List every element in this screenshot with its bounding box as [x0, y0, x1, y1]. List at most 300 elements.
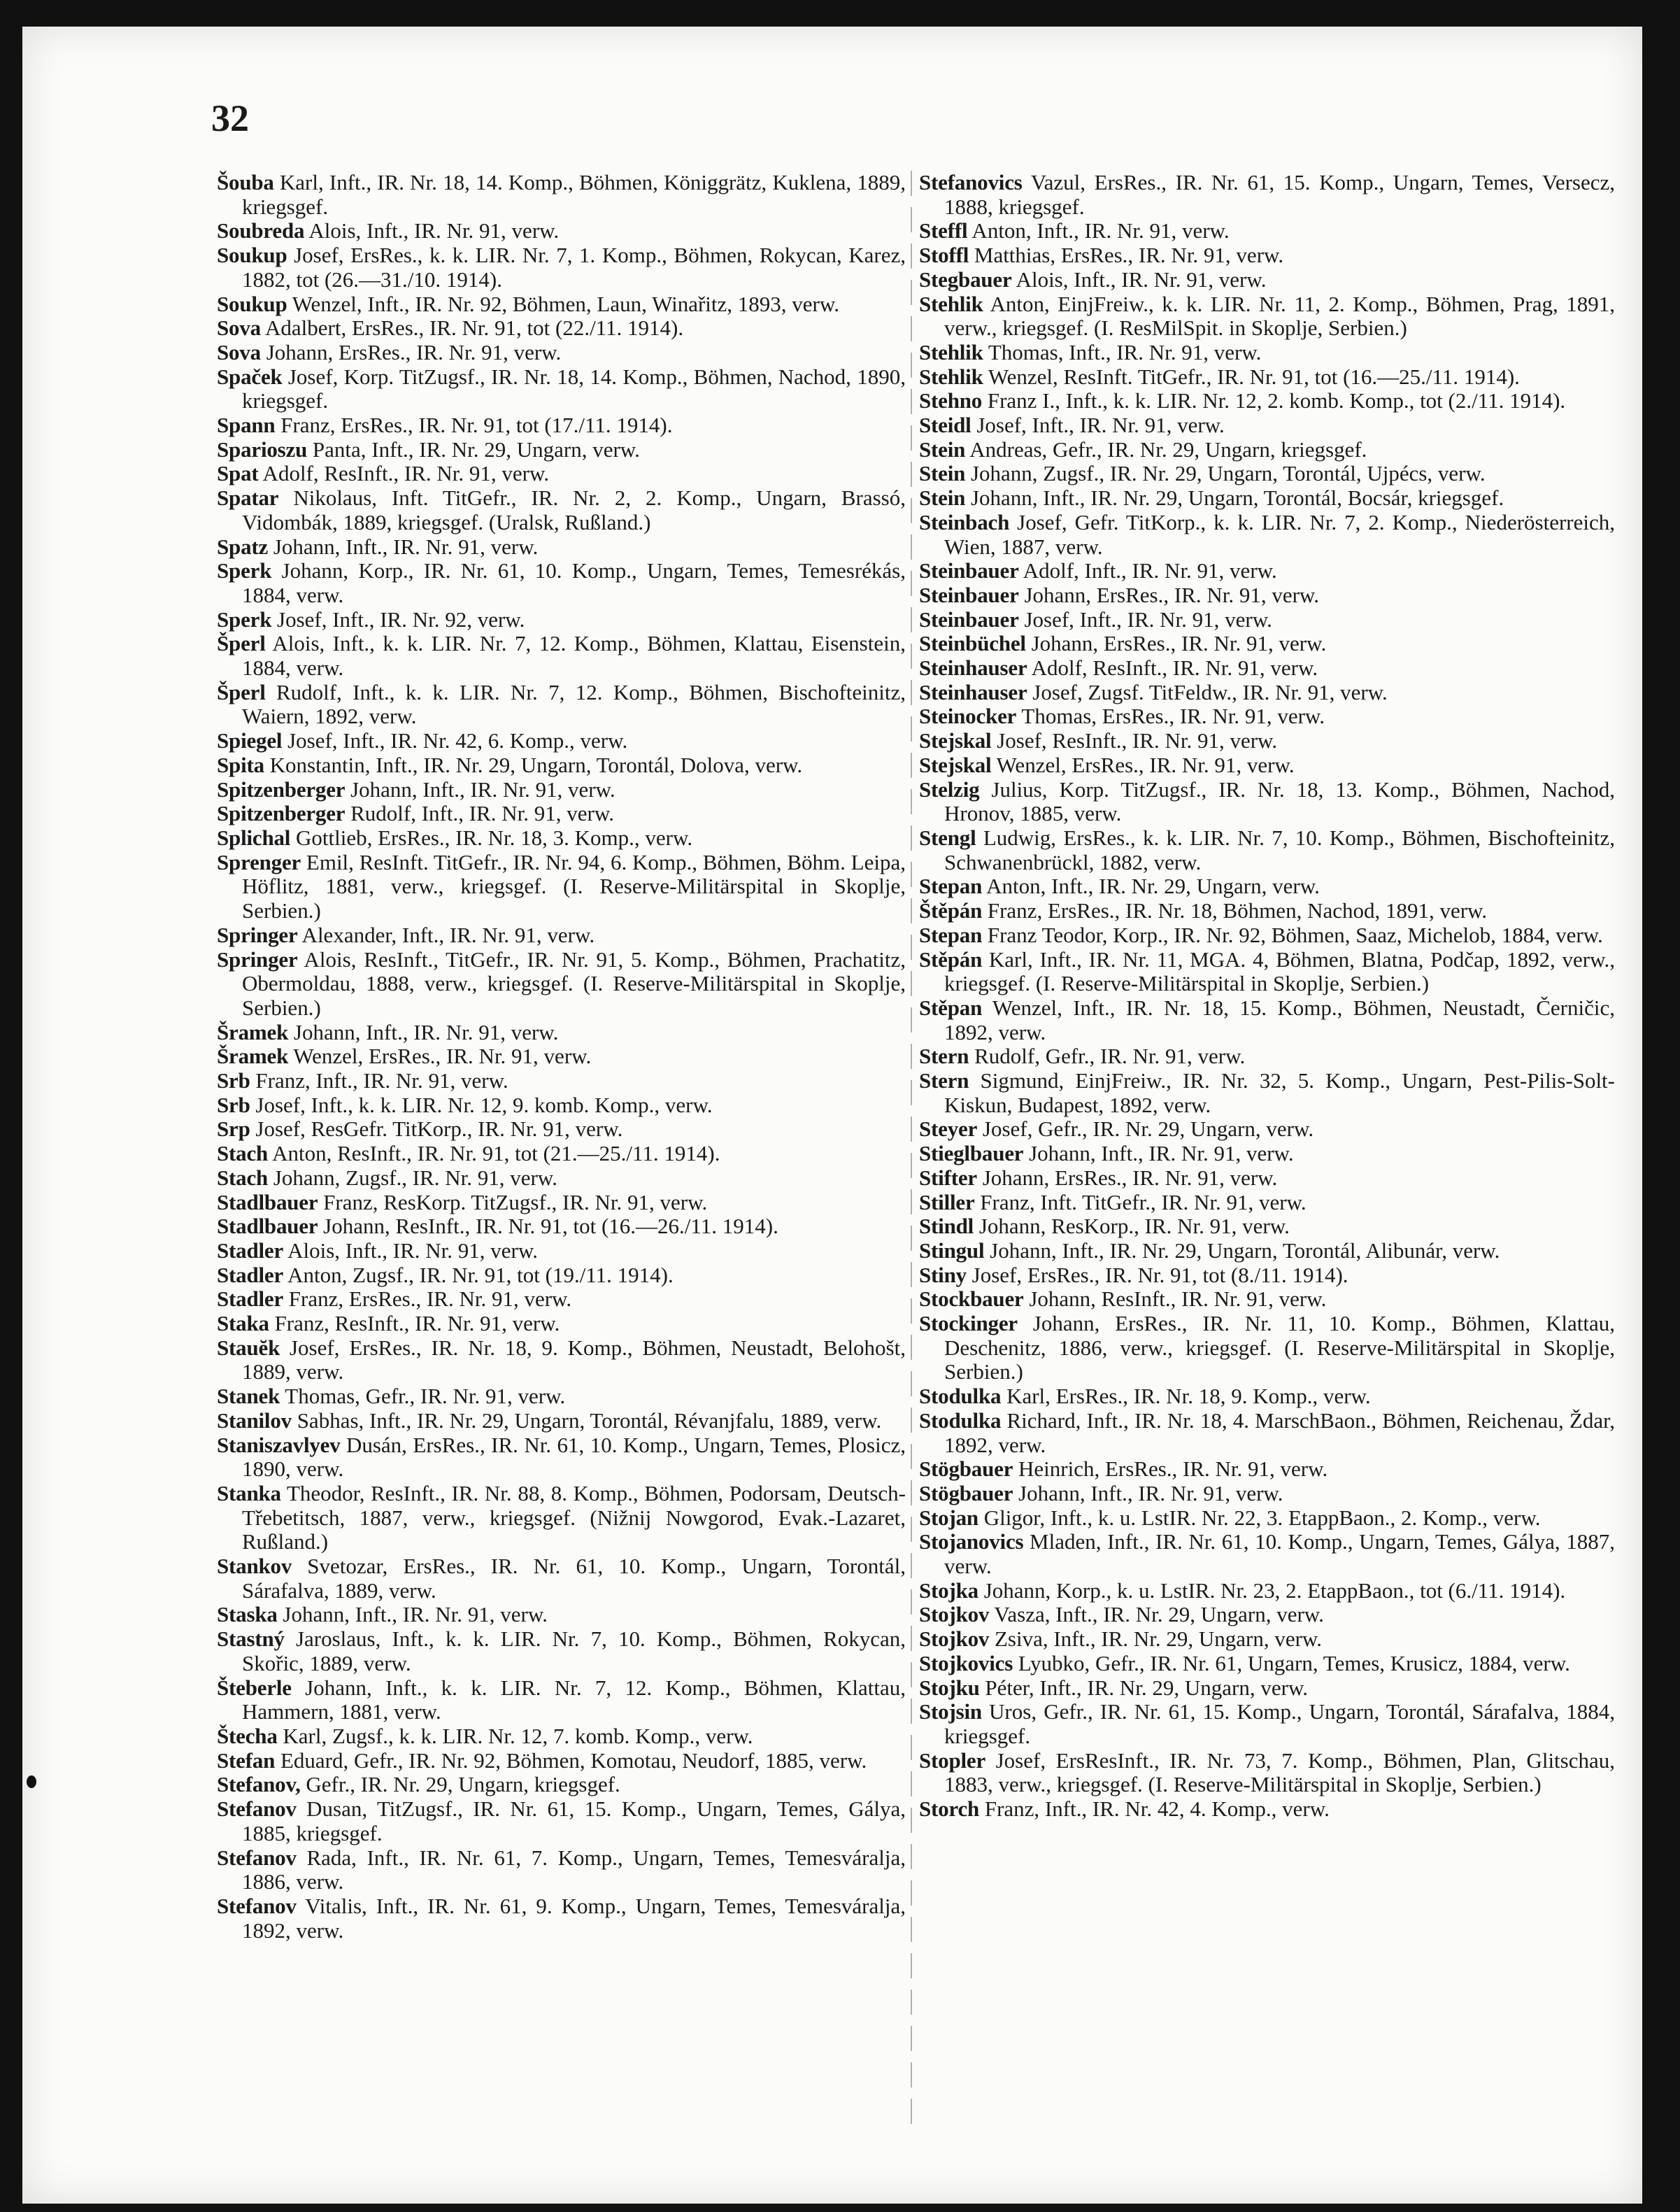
entry-details: Péter, Inft., IR. Nr. 29, Ungarn, verw.	[979, 1675, 1309, 1700]
register-entry	[919, 1579, 1615, 1603]
entry-details: Johann, Zugsf., IR. Nr. 91, verw.	[268, 1165, 557, 1190]
entry-details: Eduard, Gefr., IR. Nr. 92, Böhmen, Komotau, Neudorf, 1885, verw.	[275, 1747, 867, 1773]
entry-details: Andreas, Gefr., IR. Nr. 29, Ungarn, kriegsgef.	[965, 437, 1367, 462]
register-entry	[217, 1603, 906, 1627]
entry-surname: Stojkov	[919, 1602, 990, 1627]
register-entry	[919, 996, 1615, 1044]
entry-details: Sabhas, Inft., IR. Nr. 29, Ungarn, Torontál, Révanjfalu, 1889, verw.	[291, 1408, 882, 1433]
entry-details: Johann, Korp., IR. Nr. 61, 10. Komp., Ungarn, Temes, Temesrékás, 1884, verw.	[242, 558, 906, 607]
entry-details: Heinrich, ErsRes., IR. Nr. 91, verw.	[1013, 1456, 1328, 1482]
entry-surname: Šteberle	[217, 1675, 292, 1700]
entry-details: Zsiva, Inft., IR. Nr. 29, Ungarn, verw.	[989, 1626, 1323, 1652]
entry-surname: Sperk	[217, 607, 272, 632]
entry-details: Nikolaus, Inft. TitGefr., IR. Nr. 2, 2. Komp., Ungarn, Brassó, Vidombák, 1889, kriegsgef. (Uralsk, Rußland.)	[242, 485, 906, 534]
entry-details: Johann, ErsRes., IR. Nr. 91, verw.	[976, 1165, 1278, 1190]
entry-surname: Stanek	[217, 1384, 280, 1409]
register-entry	[217, 948, 906, 1021]
entry-details: Franz, ErsRes., IR. Nr. 91, tot (17./11. 1914).	[275, 413, 673, 438]
entry-details: Wenzel, Inft., IR. Nr. 92, Böhmen, Laun, Winařitz, 1893, verw.	[287, 291, 839, 316]
entry-details: Rudolf, Gefr., IR. Nr. 91, verw.	[969, 1044, 1246, 1069]
register-entry	[919, 1530, 1615, 1578]
register-entry	[217, 1021, 906, 1045]
entry-surname: Spatar	[217, 485, 279, 511]
register-entry	[217, 1554, 906, 1603]
entry-surname: Stach	[217, 1165, 269, 1190]
entry-details: Franz, Inft., IR. Nr. 42, 4. Komp., verw.	[979, 1796, 1330, 1822]
entry-surname: Stadler	[217, 1262, 284, 1287]
entry-surname: Stauĕk	[217, 1335, 280, 1360]
entry-surname: Štecha	[217, 1724, 278, 1748]
entry-surname: Springer	[217, 947, 298, 972]
register-entry	[217, 1409, 906, 1433]
entry-details: Franz, ResKorp. TitZugsf., IR. Nr. 91, verw.	[318, 1189, 708, 1214]
register-entry	[919, 753, 1615, 778]
entry-details: Anton, Inft., IR. Nr. 29, Ungarn, verw.	[982, 874, 1320, 899]
entry-surname: Stepan	[919, 874, 983, 899]
entry-details: Vazul, ErsRes., IR. Nr. 61, 15. Komp., Ungarn, Temes, Versecz, 1888, kriegsgef.	[944, 170, 1615, 219]
entry-details: Theodor, ResInft., IR. Nr. 88, 8. Komp., Böhmen, Podorsam, Deutsch-Třebetitsch, 1887, verw., kriegsgef. (Nižnij Nowgorod, Evak.-Lazaret, Rußland.)	[242, 1480, 906, 1554]
entry-details: Johann, Inft., IR. Nr. 91, verw.	[1023, 1141, 1294, 1166]
register-entry	[919, 608, 1615, 632]
register-entry	[919, 268, 1615, 292]
entry-details: Johann, Inft., IR. Nr. 91, verw.	[345, 777, 615, 802]
entry-details: Johann, ResKorp., IR. Nr. 91, verw.	[974, 1214, 1290, 1239]
register-entry	[919, 1603, 1615, 1627]
register-entry	[217, 1044, 906, 1069]
right-column	[919, 171, 1615, 1822]
entry-details: Alois, Inft., IR. Nr. 91, verw.	[1011, 267, 1267, 292]
register-entry	[919, 923, 1615, 948]
entry-surname: Steinbauer	[919, 558, 1019, 583]
entry-surname: Stojkovics	[919, 1650, 1013, 1675]
entry-surname: Štěpán	[919, 898, 983, 923]
register-entry	[919, 704, 1615, 729]
entry-surname: Stockbauer	[919, 1286, 1024, 1312]
entry-surname: Šramek	[217, 1019, 289, 1044]
entry-surname: Stefanov	[217, 1796, 297, 1822]
entry-surname: Stach	[217, 1141, 269, 1166]
entry-details: Dusan, TitZugsf., IR. Nr. 61, 15. Komp., Ungarn, Temes, Gálya, 1885, kriegsgef.	[242, 1796, 906, 1845]
register-entry	[217, 365, 906, 413]
entry-surname: Šramek	[217, 1044, 289, 1069]
register-entry	[919, 632, 1615, 656]
entry-surname: Stengl	[919, 825, 976, 850]
register-entry	[217, 292, 906, 317]
register-entry	[919, 1044, 1615, 1069]
register-entry	[919, 948, 1615, 996]
entry-surname: Spaček	[217, 364, 283, 389]
entry-details: Gligor, Inft., k. u. LstIR. Nr. 22, 3. EtappBaon., 2. Komp., verw.	[978, 1505, 1541, 1530]
entry-surname: Soubreda	[217, 218, 305, 243]
register-entry	[919, 438, 1615, 462]
entry-details: Anton, Zugsf., IR. Nr. 91, tot (19./11. 1914).	[283, 1262, 674, 1287]
register-entry	[919, 365, 1615, 390]
register-entry	[919, 778, 1615, 826]
entry-details: Karl, Inft., IR. Nr. 18, 14. Komp., Böhmen, Königgrätz, Kuklena, 1889, kriegsgef.	[242, 170, 906, 219]
entry-surname: Spitzenberger	[217, 777, 346, 802]
entry-surname: Šperl	[217, 631, 266, 656]
register-entry	[919, 462, 1615, 486]
entry-surname: Stojkov	[919, 1626, 990, 1652]
entry-details: Anton, ResInft., IR. Nr. 91, tot (21.—25./11. 1914).	[268, 1141, 720, 1166]
entry-surname: Stögbauer	[919, 1456, 1013, 1482]
entry-surname: Stojan	[919, 1505, 978, 1530]
entry-details: Vitalis, Inft., IR. Nr. 61, 9. Komp., Ungarn, Temes, Temesváralja, 1892, verw.	[242, 1893, 906, 1943]
register-entry	[217, 462, 906, 486]
register-entry	[217, 1142, 906, 1166]
entry-details: Franz, ErsRes., IR. Nr. 91, verw.	[283, 1286, 572, 1312]
register-entry	[919, 243, 1615, 268]
entry-surname: Storch	[919, 1796, 980, 1822]
entry-details: Adolf, Inft., IR. Nr. 91, verw.	[1018, 558, 1277, 583]
entry-surname: Spita	[217, 752, 264, 777]
entry-details: Adolf, ResInft., IR. Nr. 91, verw.	[1027, 655, 1318, 681]
entry-details: Josef, Inft., IR. Nr. 92, verw.	[271, 607, 525, 632]
register-entry	[217, 851, 906, 923]
entry-surname: Stanka	[217, 1480, 281, 1505]
register-entry	[217, 1069, 906, 1093]
entry-surname: Sova	[217, 339, 261, 364]
register-entry	[217, 681, 906, 729]
entry-details: Karl, ErsRes., IR. Nr. 18, 9. Komp., verw.	[1001, 1384, 1371, 1409]
register-entry	[217, 1749, 906, 1773]
entry-details: Josef, ErsRes., IR. Nr. 18, 9. Komp., Böhmen, Neustadt, Belohošt, 1889, verw.	[242, 1335, 906, 1384]
register-entry	[217, 438, 906, 462]
register-entry	[217, 1263, 906, 1288]
entry-surname: Stojsin	[919, 1699, 982, 1724]
entry-details: Johann, Inft., IR. Nr. 29, Ungarn, Torontál, Bocsár, kriegsgef.	[965, 485, 1504, 511]
register-entry	[919, 511, 1615, 559]
register-entry	[217, 341, 906, 365]
entry-details: Franz, Inft. TitGefr., IR. Nr. 91, verw.	[974, 1189, 1307, 1214]
register-entry	[919, 413, 1615, 438]
entry-details: Anton, EinjFreiw., k. k. LIR. Nr. 11, 2. Komp., Böhmen, Prag, 1891, verw., kriegsgef. (I. ResMilSpit. in Skoplje, Serbien.)	[944, 291, 1615, 341]
entry-details: Richard, Inft., IR. Nr. 18, 4. MarschBaon., Böhmen, Reichenau, Ždar, 1892, verw.	[944, 1408, 1615, 1457]
entry-surname: Stadlbauer	[217, 1189, 318, 1214]
register-entry	[919, 1263, 1615, 1288]
register-entry	[919, 389, 1615, 413]
register-entry	[217, 1214, 906, 1239]
entry-surname: Stögbauer	[919, 1480, 1013, 1505]
entry-surname: Soukup	[217, 291, 287, 316]
entry-surname: Stockinger	[919, 1311, 1018, 1336]
register-entry	[919, 729, 1615, 753]
entry-details: Johann, Inft., IR. Nr. 91, verw.	[277, 1602, 548, 1627]
entry-details: Gottlieb, ErsRes., IR. Nr. 18, 3. Komp., verw.	[290, 825, 693, 850]
register-entry	[217, 1773, 906, 1797]
entry-details: Johann, Inft., IR. Nr. 91, verw.	[268, 534, 539, 559]
entry-details: Vasza, Inft., IR. Nr. 29, Ungarn, verw.	[989, 1602, 1324, 1627]
register-entry	[217, 316, 906, 341]
entry-details: Rada, Inft., IR. Nr. 61, 7. Komp., Ungarn, Temes, Temesváralja, 1886, verw.	[242, 1845, 906, 1894]
entry-details: Josef, ResInft., IR. Nr. 91, verw.	[991, 728, 1278, 753]
entry-surname: Stein	[919, 461, 966, 486]
entry-surname: Stadlbauer	[217, 1214, 318, 1239]
entry-details: Johann, ErsRes., IR. Nr. 11, 10. Komp., Böhmen, Klattau, Deschenitz, 1886, verw., kriegsgef. (I. Reserve-Militärspital in Skoplje, Serbien.)	[944, 1311, 1615, 1384]
register-entry	[919, 681, 1615, 705]
register-entry	[217, 1191, 906, 1215]
entry-details: Emil, ResInft. TitGefr., IR. Nr. 94, 6. Komp., Böhmen, Böhm. Leipa, Höflitz, 1881, verw., kriegsgef. (I. Reserve-Militärspital in Skoplje, Serbien.)	[242, 849, 906, 923]
entry-surname: Stodulka	[919, 1408, 1002, 1433]
entry-surname: Srp	[217, 1116, 250, 1142]
entry-surname: Stehno	[919, 388, 983, 413]
entry-details: Julius, Korp. TitZugsf., IR. Nr. 18, 13. Komp., Böhmen, Nachod, Hronov, 1885, verw.	[944, 777, 1615, 826]
register-entry	[217, 1384, 906, 1409]
entry-details: Johann, Inft., IR. Nr. 91, verw.	[288, 1019, 559, 1044]
entry-surname: Srb	[217, 1068, 250, 1093]
entry-surname: Stefanov,	[217, 1772, 301, 1797]
entry-details: Mladen, Inft., IR. Nr. 61, 10. Komp., Ungarn, Temes, Gálya, 1887, verw.	[944, 1529, 1615, 1579]
register-entry	[919, 1239, 1615, 1263]
entry-surname: Šperl	[217, 679, 266, 704]
entry-surname: Stiny	[919, 1262, 967, 1287]
entry-surname: Steinbauer	[919, 607, 1019, 632]
entry-surname: Spann	[217, 413, 276, 438]
entry-surname: Stojanovics	[919, 1529, 1024, 1554]
entry-details: Josef, Inft., IR. Nr. 91, verw.	[971, 413, 1225, 438]
entry-surname: Steinbüchel	[919, 631, 1026, 656]
entry-details: Alois, Inft., IR. Nr. 91, verw.	[304, 218, 560, 243]
entry-details: Josef, Gefr. TitKorp., k. k. LIR. Nr. 7, 2. Komp., Niederösterreich, Wien, 1887, verw.	[944, 509, 1615, 559]
entry-details: Svetozar, ErsRes., IR. Nr. 61, 10. Komp., Ungarn, Torontál, Sárafalva, 1889, verw.	[242, 1554, 906, 1603]
register-entry	[217, 1093, 906, 1118]
register-entry	[217, 243, 906, 292]
register-entry	[919, 1142, 1615, 1166]
register-entry	[217, 1894, 906, 1943]
register-entry	[919, 1409, 1615, 1457]
register-entry	[919, 1287, 1615, 1312]
register-entry	[217, 1797, 906, 1845]
register-entry	[217, 219, 906, 243]
register-entry	[919, 1797, 1615, 1822]
register-entry	[919, 826, 1615, 874]
register-entry	[217, 535, 906, 560]
register-entry	[217, 1676, 906, 1724]
entry-surname: Stojku	[919, 1675, 980, 1700]
register-entry	[217, 486, 906, 534]
register-entry	[919, 292, 1615, 341]
entry-surname: Stanilov	[217, 1408, 292, 1433]
entry-surname: Stejskal	[919, 752, 992, 777]
entry-details: Alexander, Inft., IR. Nr. 91, verw.	[297, 922, 595, 947]
register-entry	[217, 1846, 906, 1894]
register-entry	[217, 923, 906, 948]
entry-surname: Steinhauser	[919, 679, 1027, 704]
entry-surname: Steinbauer	[919, 582, 1019, 607]
entry-details: Wenzel, ErsRes., IR. Nr. 91, verw.	[991, 752, 1295, 777]
register-entry	[919, 219, 1615, 243]
register-entry	[919, 1384, 1615, 1409]
entry-details: Franz, Inft., IR. Nr. 91, verw.	[250, 1068, 508, 1093]
entry-details: Sigmund, EinjFreiw., IR. Nr. 32, 5. Komp., Ungarn, Pest-Pilis-Solt-Kiskun, Budapest, 1892, verw.	[944, 1068, 1615, 1117]
entry-surname: Staska	[217, 1602, 278, 1627]
entry-surname: Stankov	[217, 1554, 292, 1579]
register-entry	[919, 1457, 1615, 1482]
entry-surname: Splichal	[217, 825, 291, 850]
entry-details: Karl, Inft., IR. Nr. 11, MGA. 4, Böhmen, Blatna, Podčap, 1892, verw., kriegsgef. (I. Reserve-Militärspital in Skoplje, Serbien.)	[944, 947, 1615, 996]
entry-details: Gefr., IR. Nr. 29, Ungarn, kriegsgef.	[300, 1772, 620, 1797]
register-entry	[919, 1312, 1615, 1384]
entry-surname: Springer	[217, 922, 298, 947]
entry-details: Thomas, Gefr., IR. Nr. 91, verw.	[280, 1384, 566, 1409]
register-entry	[217, 729, 906, 753]
entry-surname: Staka	[217, 1311, 269, 1336]
register-entry	[217, 1433, 906, 1482]
entry-surname: Stieglbauer	[919, 1141, 1024, 1166]
entry-details: Josef, ResGefr. TitKorp., IR. Nr. 91, verw.	[250, 1116, 623, 1142]
register-entry	[919, 1627, 1615, 1652]
stray-ink-mark	[27, 1775, 36, 1788]
entry-surname: Stindl	[919, 1214, 974, 1239]
entry-surname: Stepan	[919, 922, 983, 947]
entry-surname: Sprenger	[217, 849, 301, 874]
register-entry	[217, 778, 906, 802]
register-entry	[919, 874, 1615, 899]
register-entry	[217, 608, 906, 632]
register-entry	[919, 583, 1615, 608]
register-entry	[217, 753, 906, 778]
entry-details: Josef, Zugsf. TitFeldw., IR. Nr. 91, verw.	[1027, 679, 1388, 704]
register-entry	[217, 1287, 906, 1312]
entry-details: Josef, ErsRes., k. k. LIR. Nr. 7, 1. Komp., Böhmen, Rokycan, Karez, 1882, tot (26.—31./10. 1914).	[242, 243, 906, 292]
entry-surname: Stefanovics	[919, 170, 1023, 194]
entry-surname: Stiller	[919, 1189, 975, 1214]
register-entry	[217, 1336, 906, 1384]
entry-surname: Soukup	[217, 243, 287, 268]
register-entry	[919, 1700, 1615, 1748]
register-entry	[217, 1482, 906, 1554]
entry-details: Wenzel, Inft., IR. Nr. 18, 15. Komp., Böhmen, Neustadt, Černičic, 1892, verw.	[944, 995, 1615, 1044]
register-entry	[919, 656, 1615, 681]
entry-surname: Stadler	[217, 1286, 284, 1312]
entry-details: Wenzel, ErsRes., IR. Nr. 91, verw.	[288, 1044, 592, 1069]
entry-details: Uros, Gefr., IR. Nr. 61, 15. Komp., Ungarn, Torontál, Sárafalva, 1884, kriegsgef.	[944, 1699, 1615, 1748]
entry-details: Johann, ResInft., IR. Nr. 91, verw.	[1023, 1286, 1327, 1312]
entry-surname: Stěpan	[919, 995, 983, 1020]
entry-details: Johann, Korp., k. u. LstIR. Nr. 23, 2. EtappBaon., tot (6./11. 1914).	[978, 1578, 1566, 1603]
entry-details: Alois, Inft., IR. Nr. 91, verw.	[283, 1238, 538, 1263]
entry-surname: Stehlik	[919, 291, 983, 316]
entry-details: Franz I., Inft., k. k. LIR. Nr. 12, 2. komb. Komp., tot (2./11. 1914).	[982, 388, 1566, 413]
entry-details: Thomas, Inft., IR. Nr. 91, verw.	[983, 339, 1262, 364]
entry-surname: Stopler	[919, 1747, 986, 1773]
entry-details: Josef, Gefr., IR. Nr. 29, Ungarn, verw.	[977, 1116, 1314, 1142]
register-entry	[919, 559, 1615, 583]
register-entry	[217, 1239, 906, 1263]
entry-details: Josef, Inft., k. k. LIR. Nr. 12, 9. komb. Komp., verw.	[250, 1092, 713, 1117]
entry-details: Lyubko, Gefr., IR. Nr. 61, Ungarn, Temes, Krusicz, 1884, verw.	[1013, 1650, 1570, 1675]
register-entry	[919, 1214, 1615, 1239]
entry-details: Matthias, ErsRes., IR. Nr. 91, verw.	[969, 243, 1284, 268]
entry-details: Franz, ResInft., IR. Nr. 91, verw.	[269, 1311, 560, 1336]
register-entry	[217, 1724, 906, 1749]
entry-surname: Stejskal	[919, 728, 992, 753]
register-entry	[217, 1117, 906, 1142]
entry-surname: Stefanov	[217, 1893, 297, 1918]
register-entry	[217, 413, 906, 438]
entry-details: Dusán, ErsRes., IR. Nr. 61, 10. Komp., Ungarn, Temes, Plosicz, 1890, verw.	[242, 1432, 906, 1482]
entry-details: Johann, ResInft., IR. Nr. 91, tot (16.—26./11. 1914).	[318, 1214, 778, 1239]
entry-details: Johann, ErsRes., IR. Nr. 91, verw.	[1025, 631, 1327, 656]
entry-surname: Stingul	[919, 1238, 985, 1263]
entry-details: Johann, Inft., IR. Nr. 91, verw.	[1013, 1480, 1283, 1505]
entry-details: Anton, Inft., IR. Nr. 91, verw.	[967, 218, 1230, 243]
entry-surname: Steffl	[919, 218, 968, 243]
register-entry	[217, 1312, 906, 1336]
page-number: 32	[211, 97, 249, 139]
entry-surname: Sova	[217, 316, 261, 341]
register-entry	[919, 1166, 1615, 1191]
register-entry	[217, 802, 906, 826]
entry-surname: Šouba	[217, 170, 274, 194]
register-entry	[919, 171, 1615, 219]
entry-surname: Stojka	[919, 1578, 978, 1603]
entry-details: Franz, ErsRes., IR. Nr. 18, Böhmen, Nachod, 1891, verw.	[982, 898, 1488, 923]
entry-surname: Spatz	[217, 534, 269, 559]
left-column	[217, 171, 906, 1943]
entry-surname: Stěpán	[919, 947, 983, 972]
entry-surname: Stelzig	[919, 777, 980, 802]
register-entry	[919, 1117, 1615, 1142]
entry-details: Johann, Inft., IR. Nr. 29, Ungarn, Torontál, Alibunár, verw.	[984, 1238, 1500, 1263]
entry-surname: Stoffl	[919, 243, 969, 268]
entry-surname: Stastný	[217, 1626, 285, 1652]
column-divider	[911, 171, 912, 2129]
entry-surname: Steinhauser	[919, 655, 1027, 681]
register-entry	[919, 1676, 1615, 1701]
entry-details: Johann, Inft., k. k. LIR. Nr. 7, 12. Komp., Böhmen, Klattau, Hammern, 1881, verw.	[242, 1675, 906, 1724]
entry-details: Adolf, ResInft., IR. Nr. 91, verw.	[258, 461, 550, 486]
entry-details: Franz Teodor, Korp., IR. Nr. 92, Böhmen, Saaz, Michelob, 1884, verw.	[982, 922, 1603, 947]
register-entry	[919, 1069, 1615, 1117]
register-entry	[217, 1627, 906, 1675]
entry-surname: Sparioszu	[217, 437, 308, 462]
entry-details: Wenzel, ResInft. TitGefr., IR. Nr. 91, tot (16.—25./11. 1914).	[983, 364, 1520, 389]
entry-surname: Stern	[919, 1044, 969, 1069]
entry-details: Josef, ErsRes., IR. Nr. 91, tot (8./11. 1914).	[966, 1262, 1348, 1287]
entry-surname: Steinocker	[919, 704, 1017, 729]
entry-surname: Stein	[919, 437, 966, 462]
entry-surname: Stifter	[919, 1165, 977, 1190]
entry-details: Josef, Korp. TitZugsf., IR. Nr. 18, 14. Komp., Böhmen, Nachod, 1890, kriegsgef.	[242, 364, 906, 413]
entry-surname: Stefan	[217, 1747, 276, 1773]
entry-surname: Stein	[919, 485, 966, 511]
entry-details: Josef, ErsResInft., IR. Nr. 73, 7. Komp., Böhmen, Plan, Glitschau, 1883, verw., kriegsgef. (I. Reserve-Militärspital in Skoplje, Serbien.)	[944, 1747, 1615, 1797]
register-entry	[919, 1652, 1615, 1676]
entry-surname: Stern	[919, 1068, 969, 1093]
entry-details: Josef, Inft., IR. Nr. 42, 6. Komp., verw.	[282, 728, 628, 753]
entry-surname: Steidl	[919, 413, 971, 438]
entry-details: Karl, Zugsf., k. k. LIR. Nr. 12, 7. komb. Komp., verw.	[277, 1724, 753, 1748]
entry-details: Johann, ErsRes., IR. Nr. 91, verw.	[1018, 582, 1320, 607]
entry-details: Ludwig, ErsRes., k. k. LIR. Nr. 7, 10. Komp., Böhmen, Bischofteinitz, Schwanenbrückl, 1882, verw.	[944, 825, 1615, 874]
entry-surname: Sperk	[217, 558, 272, 583]
entry-surname: Stadler	[217, 1238, 284, 1263]
entry-details: Rudolf, Inft., IR. Nr. 91, verw.	[345, 801, 614, 826]
register-entry	[217, 171, 906, 219]
entry-details: Johann, Zugsf., IR. Nr. 29, Ungarn, Torontál, Ujpécs, verw.	[965, 461, 1486, 486]
register-entry	[217, 559, 906, 607]
entry-details: Adalbert, ErsRes., IR. Nr. 91, tot (22./11. 1914).	[260, 316, 684, 341]
register-entry	[919, 1749, 1615, 1797]
entry-surname: Steinbach	[919, 509, 1010, 534]
register-entry	[217, 632, 906, 680]
document-page	[22, 27, 1642, 2204]
entry-surname: Stefanov	[217, 1845, 297, 1870]
entry-details: Rudolf, Inft., k. k. LIR. Nr. 7, 12. Komp., Böhmen, Bischofteinitz, Waiern, 1892, verw.	[242, 679, 906, 729]
register-entry	[217, 826, 906, 851]
entry-surname: Stehlik	[919, 364, 983, 389]
